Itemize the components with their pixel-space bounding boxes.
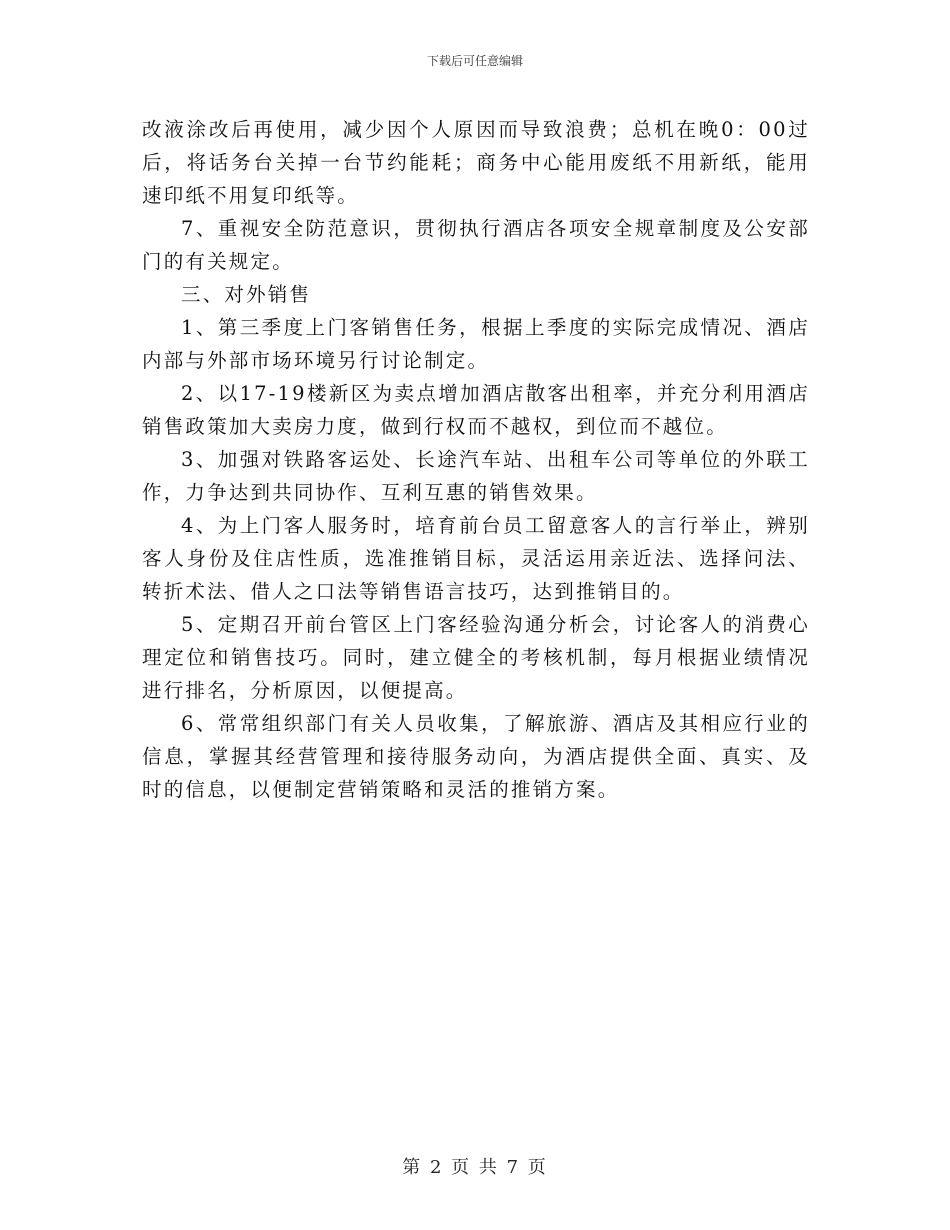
paragraph-item-2: 2、以17-19楼新区为卖点增加酒店散客出租率，并充分利用酒店销售政策加大卖房力度，做到行权而不越权，到位而不越位。: [142, 382, 810, 438]
paragraph-item-3: 3、加强对铁路客运处、长途汽车站、出租车公司等单位的外联工作，力争达到共同协作、互利互惠的销售效果。: [142, 448, 810, 504]
paragraph-item-1: 1、第三季度上门客销售任务，根据上季度的实际完成情况、酒店内部与外部市场环境另行讨论制定。: [142, 316, 810, 372]
paragraph-item-5: 5、定期召开前台管区上门客经验沟通分析会，讨论客人的消费心理定位和销售技巧。同时，建立健全的考核机制，每月根据业绩情况进行排名，分析原因，以便提高。: [142, 613, 810, 702]
page-header: 下载后可任意编辑: [426, 54, 523, 68]
paragraph-item-7: 7、重视安全防范意识，贯彻执行酒店各项安全规章制度及公安部门的有关规定。: [142, 217, 810, 273]
page-number-footer: 第 2 页 共 7 页: [402, 1157, 548, 1178]
paragraph-item-4: 4、为上门客人服务时，培育前台员工留意客人的言行举止，辨别客人身份及住店性质，选准推销目标，灵活运用亲近法、选择问法、转折术法、借人之口法等销售语言技巧，达到推销目的。: [142, 514, 810, 603]
document-body: [142, 113, 810, 806]
section-heading-external-sales: 三、对外销售: [181, 283, 312, 306]
paragraph-continuation: 改液涂改后再使用，减少因个人原因而导致浪费；总机在晚0：00过后，将话务台关掉一台节约能耗；商务中心能用废纸不用新纸，能用速印纸不用复印纸等。: [142, 118, 810, 207]
paragraph-item-6: 6、常常组织部门有关人员收集，了解旅游、酒店及其相应行业的信息，掌握其经营管理和接待服务动向，为酒店提供全面、真实、及时的信息，以便制定营销策略和灵活的推销方案。: [142, 712, 810, 801]
